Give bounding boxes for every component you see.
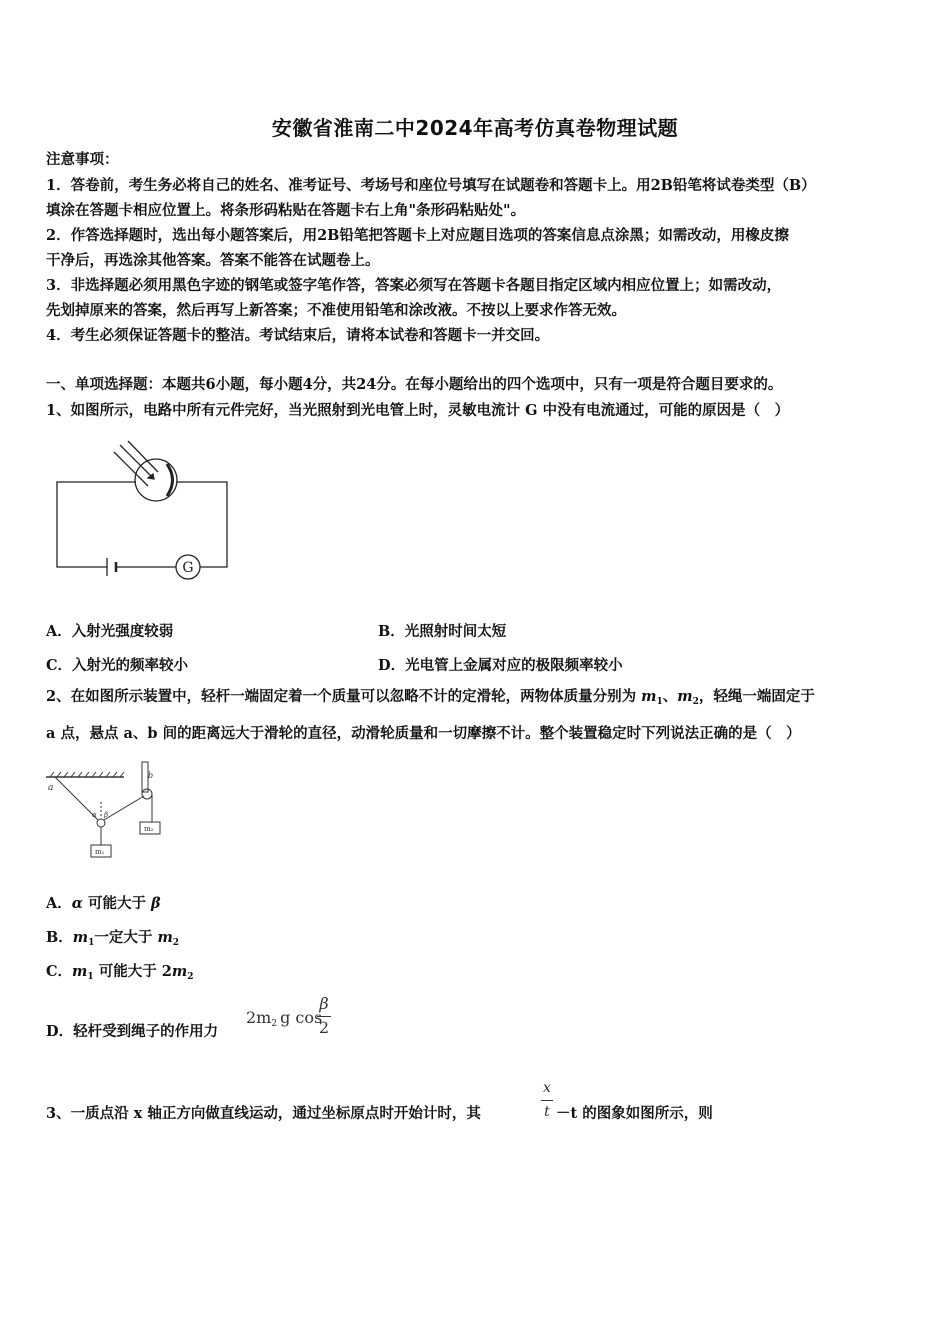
q2-stem-text-a: 2、在如图所示装置中，轻杆一端固定着一个质量可以忽略不计的定滑轮，两物体质量分别为 [46, 688, 642, 705]
label-beta: β [104, 811, 109, 819]
q1-option-c: C．入射光的频率较小 [46, 657, 189, 674]
fixed-pulley [142, 789, 152, 799]
q3-stem-b: －t 的图象如图所示，则 [556, 1105, 713, 1122]
notice-line-6: 先划掉原来的答案，然后再写上新答案；不准使用铅笔和涂改液。不按以上要求作答无效。 [46, 302, 626, 319]
page-title: 安徽省淮南二中2024年高考仿真卷物理试题 [271, 116, 679, 140]
circuit-wire-right [177, 482, 227, 567]
notice-line-4: 干净后，再选涂其他答案。答案不能答在试题卷上。 [46, 252, 380, 269]
circuit-wire-left [57, 482, 136, 567]
q3-stem-a: 3、一质点沿 x 轴正方向做直线运动，通过坐标原点时开始计时，其 [46, 1105, 481, 1122]
q1-option-b: B．光照射时间太短 [378, 623, 507, 640]
q3-fraction-numerator: x [543, 1080, 551, 1096]
label-m1: m₁ [95, 848, 105, 856]
label-alpha: α [92, 811, 97, 819]
formula-fraction-bar [317, 1016, 331, 1017]
q2-option-a [46, 892, 161, 913]
formula-coefficient [246, 1008, 322, 1029]
q1-stem: 1、如图所示，电路中所有元件完好，当光照射到光电管上时，灵敏电流计 G 中没有电流通过，可能的原因是（ ） [46, 402, 790, 419]
photocell-circuit-figure [50, 440, 240, 585]
q3-fraction [540, 1080, 554, 1128]
label-b: b [148, 771, 154, 780]
q2-option-b [46, 926, 179, 948]
pulley-system-figure [44, 760, 174, 860]
galvanometer-label: G [182, 560, 194, 576]
notice-line-2: 填涂在答题卡相应位置上。将条形码粘贴在答题卡右上角"条形码粘贴处"。 [46, 202, 526, 219]
q3-fraction-denominator: t [544, 1104, 550, 1120]
q2-option-d: D．轻杆受到绳子的作用力 [46, 1023, 219, 1040]
q2-m1: m [641, 688, 657, 705]
rope-right [104, 796, 144, 820]
q2-stem-line-2: a 点，悬点 a、b 间的距离远大于滑轮的直径，动滑轮质量和一切摩擦不计。整个装置稳定时下列说法正确的是（ ） [46, 725, 801, 742]
q2-option-c-m2: m [171, 963, 188, 980]
q2-option-b-m2: m [157, 929, 173, 946]
formula-coef-text: 2m [246, 1008, 272, 1027]
notice-line-7: 4．考生必须保证答题卡的整洁。考试结束后，请将本试卷和答题卡一并交回。 [46, 327, 550, 344]
q2-stem-text-b: ，轻绳一端固定于 [698, 688, 815, 705]
movable-pulley [97, 819, 105, 827]
q2-option-c-mid: 可能大于 2 [93, 963, 172, 980]
formula-rest: g cos [280, 1008, 323, 1027]
photocell-cathode [167, 464, 173, 496]
q2-option-a-beta: β [151, 895, 161, 912]
formula-denominator: 2 [318, 1018, 330, 1037]
q2-stem-line-1 [46, 687, 815, 712]
q2-option-b-mid: 一定大于 [94, 929, 158, 946]
q2-option-b-m1: m [72, 929, 89, 946]
q2-m2-sub: 2 [692, 697, 699, 707]
notice-line-1: 1．答卷前，考生务必将自己的姓名、准考证号、考场号和座位号填写在试题卷和答题卡上。用2B铅笔将试卷类型（B） [46, 177, 816, 194]
q2-option-c-prefix: C． [46, 963, 73, 980]
q2-option-c-m2-sub: 2 [187, 972, 194, 982]
section-heading: 一、单项选择题：本题共6小题，每小题4分，共24分。在每小题给出的四个选项中，只有一项是符合题目要求的。 [46, 376, 783, 393]
q2-option-c [46, 960, 193, 982]
label-a: a [48, 783, 54, 793]
formula-coef-sub: 2 [271, 1019, 278, 1029]
q1-option-a: A．入射光强度较弱 [46, 623, 174, 640]
q2-sep: 、 [662, 688, 678, 705]
q2-option-b-m2-sub: 2 [172, 938, 180, 948]
notice-line-3: 2．作答选择题时，选出每小题答案后，用2B铅笔把答题卡上对应题目选项的答案信息点涂黑；如需改动，用橡皮擦 [46, 227, 789, 244]
q2-option-a-alpha: α [71, 895, 83, 912]
label-m2: m₂ [144, 825, 154, 833]
q2-option-a-prefix: A． [46, 895, 72, 912]
notice-line-5: 3．非选择题必须用黑色字迹的钢笔或签字笔作答，答案必须写在答题卡各题目指定区域内相应位置上；如需改动， [46, 277, 782, 294]
q1-option-d: D．光电管上金属对应的极限频率较小 [378, 657, 623, 674]
q2-option-b-m1-sub: 1 [88, 938, 95, 948]
q2-option-b-prefix: B． [46, 929, 73, 946]
q2-m1-sub: 1 [656, 697, 663, 707]
q3-fraction-bar [541, 1100, 553, 1101]
notice-heading: 注意事项： [46, 151, 119, 168]
formula-numerator: β [319, 994, 329, 1013]
q2-m2: m [677, 688, 693, 705]
q2-option-c-m1-sub: 1 [87, 972, 94, 982]
q2-option-a-mid: 可能大于 [82, 895, 152, 912]
q2-option-c-m1: m [72, 963, 88, 980]
